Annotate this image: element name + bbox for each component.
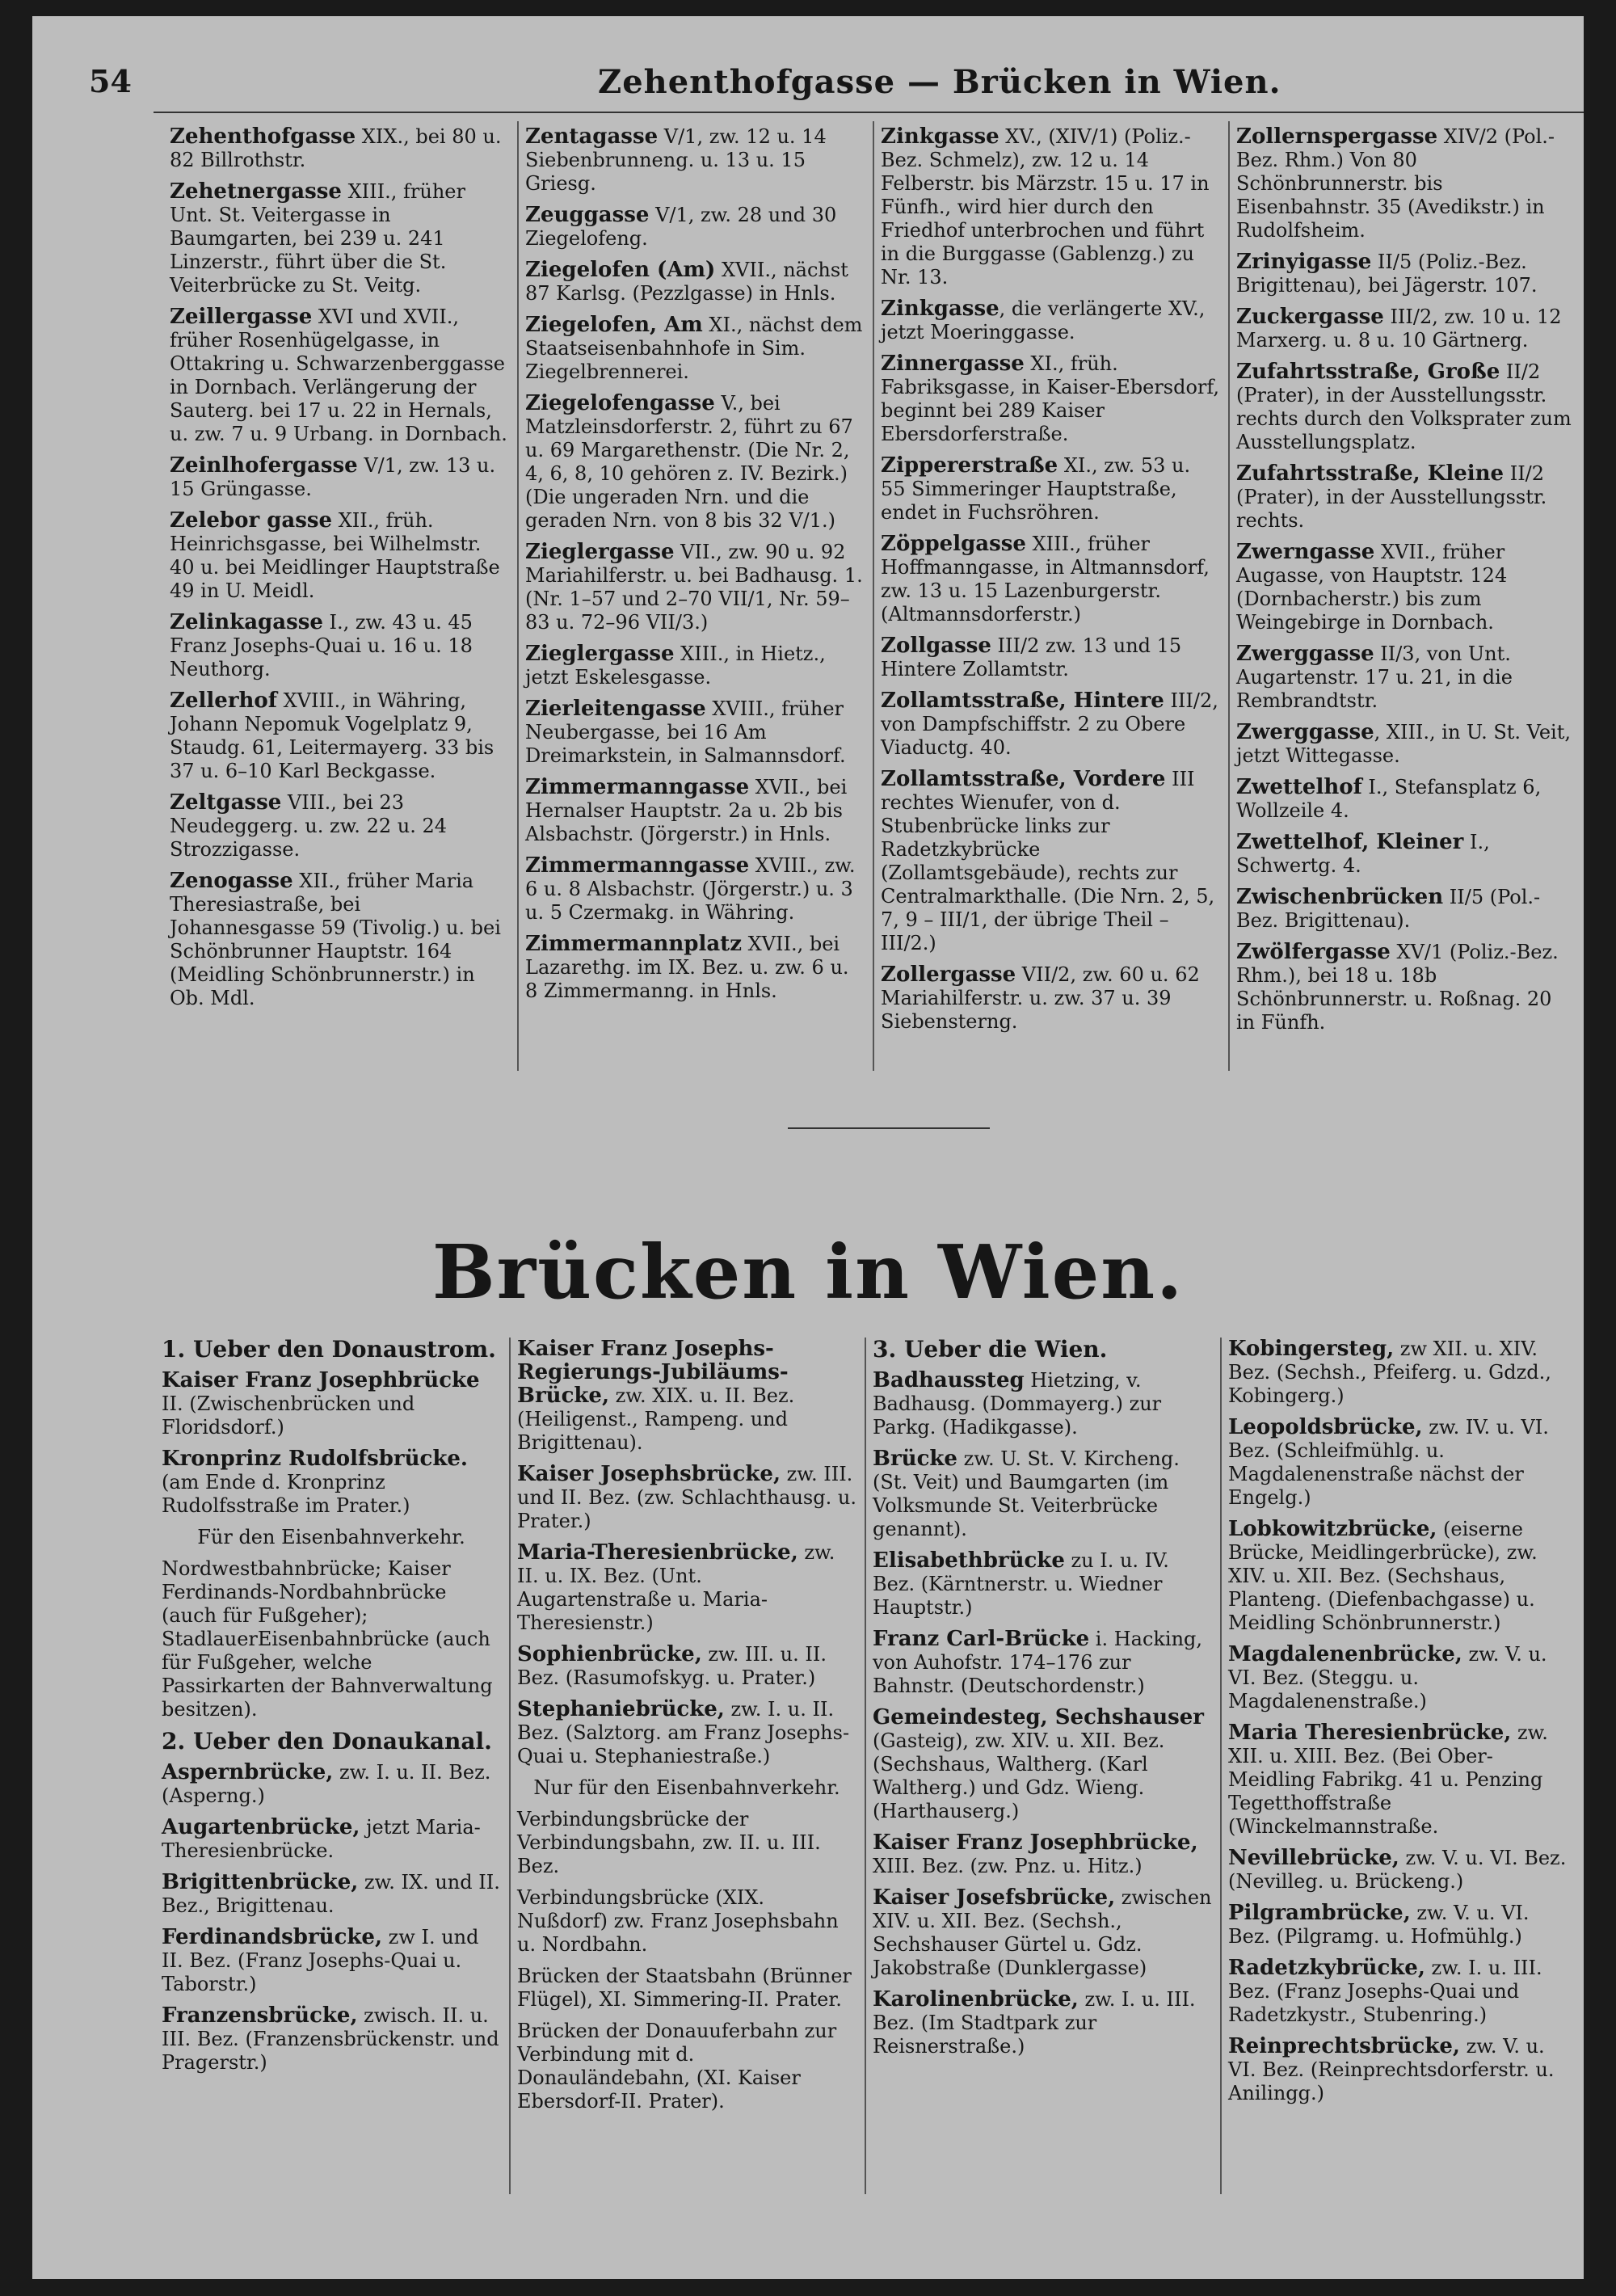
bridge-description: Verbindungsbrücke (XIX. Nußdorf) zw. Franz Josephsbahn u. Nordbahn.	[517, 1886, 839, 1956]
bridge-entry	[517, 1965, 856, 2012]
street-entry	[881, 352, 1220, 446]
street-name: Zeltgasse	[170, 790, 282, 815]
bridge-entry	[873, 1706, 1212, 1823]
street-name: Zöppelgasse	[881, 532, 1026, 556]
bridge-description: zwischen XIV. u. XII. Bez. (Sechsh., Sechshauser Gürtel u. Gdz. Jakobstraße (Dunklergasse)	[873, 1886, 1212, 1979]
bridge-entry	[162, 1447, 501, 1518]
bridge-entry	[873, 1628, 1212, 1698]
street-column	[1236, 125, 1576, 1043]
bridge-entry	[873, 1886, 1212, 1980]
street-description: I., zw. 43 u. 45 Franz Josephs-Quai u. 16 u. 18 Neuthorg.	[170, 611, 473, 680]
street-description: XV., (XIV/1) (Poliz.-Bez. Schmelz), zw. 12 u. 14 Felberstr. bis Märzstr. 15 u. 17 in Fünfh., wird hier durch den Friedhof unterbrochen und führt in die Burggasse (Gablenzg.) zu Nr. 13.	[881, 125, 1210, 289]
street-entry	[525, 541, 865, 634]
bridge-name: Kobingersteg,	[1228, 1337, 1395, 1361]
street-name: Zuckergasse	[1236, 305, 1384, 329]
street-name: Zinkgasse	[881, 124, 999, 149]
street-name: Zwischenbrücken	[1236, 885, 1444, 909]
bridge-entry	[517, 1886, 856, 1957]
bridge-entry	[162, 1926, 501, 1996]
street-entry	[525, 854, 865, 925]
street-name: Zehetnergasse	[170, 179, 342, 204]
bridge-entry	[162, 1369, 501, 1439]
bridge-entry	[1228, 2035, 1568, 2105]
street-description: XIII., früher Unt. St. Veitergasse in Baumgarten, bei 239 u. 241 Linzerstr., führt über die St. Veiterbrücke zu St. Veitg.	[170, 180, 465, 297]
bridge-name: Stephaniebrücke,	[517, 1697, 725, 1721]
bridge-description: zw. IV. u. VI. Bez. (Schleifmühlg. u. Magdalenenstraße nächst der Engelg.)	[1228, 1416, 1549, 1509]
bridge-description: i. Hacking, von Auhofstr. 174–176 zur Bahnstr. (Deutschordenstr.)	[873, 1628, 1203, 1697]
street-entry	[1236, 721, 1576, 768]
bridges-column	[162, 1338, 501, 2083]
bridge-description: jetzt Maria-Theresienbrücke.	[162, 1816, 481, 1862]
street-name: Zinkgasse	[881, 297, 999, 321]
street-entry	[1236, 941, 1576, 1034]
bridge-entry	[1228, 1721, 1568, 1839]
bridge-entry	[873, 1549, 1212, 1620]
bridge-subsection-heading: Für den Eisenbahnverkehr.	[197, 1526, 465, 1548]
bridge-description: zw XII. u. XIV. Bez. (Sechsh., Pfeiferg. u. Gdzd., Kobingerg.)	[1228, 1338, 1551, 1407]
bridge-name: Maria Theresienbrücke,	[1228, 1721, 1512, 1745]
bridge-entry	[1228, 1902, 1568, 1948]
street-name: Zeillergasse	[170, 305, 313, 329]
bridge-description: zw. V. u. VI. Bez. (Steggu. u. Magdalenenstraße.)	[1228, 1643, 1547, 1713]
bridge-name: Kaiser Franz Josephbrücke,	[873, 1830, 1198, 1855]
bridges-column	[873, 1338, 1212, 2066]
street-entry	[170, 509, 509, 603]
street-description: II/5 (Pol.-Bez. Brigittenau).	[1236, 886, 1541, 932]
bridge-description: Hietzing, v. Badhausg. (Dommayerg.) zur Parkg. (Hadikgasse).	[873, 1369, 1162, 1439]
bridge-entry	[162, 2004, 501, 2075]
bridge-entry	[517, 2020, 856, 2113]
bridge-name: Kaiser Franz Josephbrücke	[162, 1368, 480, 1392]
street-entry	[881, 634, 1220, 681]
bridge-entry	[162, 1761, 501, 1808]
bridge-entry	[1228, 1416, 1568, 1510]
street-index	[170, 125, 1584, 1071]
street-description: V/1, zw. 13 u. 15 Grüngasse.	[170, 454, 496, 500]
bridge-entry	[162, 1557, 501, 1721]
street-name: Zollamtsstraße, Hintere	[881, 689, 1164, 713]
bridge-name: Brigittenbrücke,	[162, 1870, 359, 1894]
street-description: I., Schwertg. 4.	[1236, 831, 1490, 877]
bridge-entry	[517, 1541, 856, 1635]
bridge-description: zw. I. u. III. Bez. (Im Stadtpark zur Reisnerstraße.)	[873, 1988, 1196, 2058]
bridge-entry	[517, 1338, 856, 1455]
bridge-description: zw I. und II. Bez. (Franz Josephs-Quai u. Taborstr.)	[162, 1926, 479, 1995]
bridge-description: zw. XIX. u. II. Bez. (Heiligenst., Rampeng. und Brigittenau).	[517, 1384, 795, 1454]
bridge-name: Aspernbrücke,	[162, 1760, 334, 1784]
bridge-description: Brücken der Donauuferbahn zur Verbindung mit d. Donauländebahn, (XI. Kaiser Ebersdorf-II. Prater).	[517, 2020, 837, 2113]
bridges-title: Brücken in Wien.	[431, 1228, 1185, 1316]
bridge-description: zw. III. u. II. Bez. (Rasumofskyg. u. Prater.)	[517, 1643, 827, 1689]
bridge-description: zwisch. II. u. III. Bez. (Franzensbrückenstr. und Pragerstr.)	[162, 2004, 499, 2074]
street-name: Zwerngasse	[1236, 540, 1375, 564]
street-name: Zeuggasse	[525, 203, 650, 227]
bridge-entry	[873, 1447, 1212, 1541]
street-name: Zwettelhof	[1236, 775, 1362, 799]
street-description: III/2 zw. 13 und 15 Hintere Zollamtstr.	[881, 634, 1182, 680]
street-entry	[170, 870, 509, 1010]
bridge-description: zw. V. u. VI. Bez. (Nevilleg. u. Brückeng.)	[1228, 1847, 1567, 1893]
street-description: XII., früh. Heinrichsgasse, bei Wilhelmstr. 40 u. bei Meidlinger Hauptstraße 49 in U. Meidl.	[170, 509, 500, 602]
street-name: Zwerggasse	[1236, 720, 1374, 744]
street-description: XV/1 (Poliz.-Bez. Rhm.), bei 18 u. 18b Schönbrunnerstr. u. Roßnag. 20 in Fünfh.	[1236, 941, 1559, 1034]
street-entry	[525, 933, 865, 1003]
bridge-entry	[517, 1643, 856, 1690]
street-entry	[525, 776, 865, 846]
bridge-description: (eiserne Brücke, Meidlingerbrücke), zw. XIV. u. XII. Bez. (Sechshaus, Planteng. (Diefenbachgasse) u. Meidling Schönbrunnerstr.)	[1228, 1518, 1538, 1634]
bridge-description: Brücken der Staatsbahn (Brünner Flügel), XI. Simmering-II. Prater.	[517, 1965, 852, 2011]
street-description: XVI und XVII., früher Rosenhügelgasse, in Ottakring u. Schwarzenberggasse in Dornbach. Verlängerung der Sauterg. bei 17 u. 22 in Hernals, u. zw. 7 u. 9 Urbang. in Dornbach.	[170, 305, 507, 445]
bridge-description: Verbindungsbrücke der Verbindungsbahn, zw. II. u. III. Bez.	[517, 1808, 821, 1877]
bridge-entry	[517, 1698, 856, 1768]
street-column	[881, 125, 1220, 1042]
street-entry	[170, 611, 509, 681]
bridge-name: Magdalenenbrücke,	[1228, 1642, 1462, 1666]
bridge-name: Franzensbrücke,	[162, 2003, 358, 2028]
street-description: XVII., bei Lazarethg. im IX. Bez. u. zw. 6 u. 8 Zimmermanng. in Hnls.	[525, 933, 849, 1002]
bridge-description: zu I. u. IV. Bez. (Kärntnerstr. u. Wiedner Hauptstr.)	[873, 1549, 1169, 1619]
bridge-name: Leopoldsbrücke,	[1228, 1415, 1423, 1439]
bridges-index	[154, 1338, 1584, 2210]
street-description: VII., zw. 90 u. 92 Mariahilferstr. u. bei Badhausg. 1. (Nr. 1–57 und 2–70 VII/1, Nr. 59–83 u. 72–96 VII/3.)	[525, 541, 863, 634]
section-divider	[788, 1127, 990, 1129]
street-entry	[881, 533, 1220, 626]
bridge-name: Augartenbrücke,	[162, 1815, 360, 1839]
street-description: II/2 (Prater), in der Ausstellungsstr. rechts.	[1236, 462, 1547, 532]
street-name: Zufahrtsstraße, Große	[1236, 360, 1500, 384]
street-description: V/1, zw. 28 und 30 Ziegelofeng.	[525, 204, 837, 250]
bridge-name: Radetzkybrücke,	[1228, 1956, 1425, 1980]
street-name: Zinnergasse	[881, 352, 1025, 376]
bridge-description: zw. IX. und II. Bez., Brigittenau.	[162, 1871, 500, 1917]
street-description: III/2, zw. 10 u. 12 Marxerg. u. 8 u. 10 Gärtnerg.	[1236, 305, 1562, 352]
bridge-description: zw. III. und II. Bez. (zw. Schlachthausg. u. Prater.)	[517, 1463, 856, 1532]
bridge-name: Maria-Theresienbrücke,	[517, 1540, 798, 1565]
street-description: VIII., bei 23 Neudeggerg. u. zw. 22 u. 24 Strozzigasse.	[170, 791, 447, 861]
bridge-section-heading: 3. Ueber die Wien.	[873, 1336, 1108, 1363]
book-page	[32, 16, 1584, 2279]
street-entry	[881, 689, 1220, 760]
street-entry	[1236, 541, 1576, 634]
street-name: Zeinlhofergasse	[170, 453, 358, 478]
street-name: Zollgasse	[881, 634, 991, 658]
street-column	[525, 125, 865, 1011]
bridge-description: zw. I. u. II. Bez. (Asperng.)	[162, 1761, 491, 1807]
page-number: 54	[89, 63, 132, 99]
bridge-description: II. (Zwischenbrücken und Floridsdorf.)	[162, 1392, 415, 1439]
street-description: XVII., bei Hernalser Hauptstr. 2a u. 2b bis Alsbachstr. (Jörgerstr.) in Hnls.	[525, 776, 848, 845]
street-name: Zentagasse	[525, 124, 659, 149]
bridge-name: Nevillebrücke,	[1228, 1846, 1399, 1870]
bridge-name: Ferdinandsbrücke,	[162, 1925, 383, 1949]
street-description: XI., früh. Fabriksgasse, in Kaiser-Ebersdorf, beginnt bei 289 Kaiser Ebersdorferstraße.	[881, 352, 1220, 445]
street-description: XIII., früher Hoffmanngasse, in Altmannsdorf, zw. 13 u. 15 Lazenburgerstr. (Altmannsdorferstr.)	[881, 533, 1210, 626]
street-name: Zrinyigasse	[1236, 250, 1372, 274]
street-entry	[881, 297, 1220, 344]
street-entry	[1236, 125, 1576, 242]
bridge-name: Brücke	[873, 1447, 957, 1471]
bridge-name: Elisabethbrücke	[873, 1548, 1065, 1573]
bridge-entry	[162, 1816, 501, 1863]
street-description: , XIII., in U. St. Veit, jetzt Wittegasse.	[1236, 721, 1571, 767]
street-entry	[1236, 886, 1576, 933]
street-entry	[170, 454, 509, 501]
street-description: XVIII., zw. 6 u. 8 Alsbachstr. (Jörgerstr.) u. 3 u. 5 Czermakg. in Währing.	[525, 854, 856, 924]
bridge-name: Kaiser Josefsbrücke,	[873, 1885, 1116, 1910]
bridge-section-heading: 2. Ueber den Donaukanal.	[162, 1728, 492, 1755]
street-entry	[525, 259, 865, 305]
bridge-entry	[873, 1988, 1212, 2058]
street-entry	[1236, 251, 1576, 297]
bridge-name: Badhaussteg	[873, 1368, 1025, 1392]
street-name: Zollamtsstraße, Vordere	[881, 767, 1166, 791]
street-description: VII/2, zw. 60 u. 62 Mariahilferstr. u. zw. 37 u. 39 Siebensterng.	[881, 963, 1200, 1033]
street-description: XIII., in Hietz., jetzt Eskelesgasse.	[525, 642, 826, 689]
street-entry	[170, 180, 509, 297]
street-entry	[525, 125, 865, 196]
street-name: Zippererstraße	[881, 453, 1058, 478]
street-entry	[525, 697, 865, 768]
street-entry	[881, 768, 1220, 955]
street-name: Zenogasse	[170, 869, 293, 893]
bridge-description: (Gasteig), zw. XIV. u. XII. Bez. (Sechshaus, Waltherg. (Karl Waltherg.) und Gdz. Wieng. (Harthauserg.)	[873, 1729, 1165, 1822]
street-column	[170, 125, 509, 1018]
street-entry	[170, 125, 509, 172]
street-name: Zimmermanngasse	[525, 775, 750, 799]
bridge-name: Kronprinz Rudolfsbrücke.	[162, 1447, 468, 1471]
street-description: III rechtes Wienufer, von d. Stubenbrücke links zur Radetzkybrücke (Zollamtsgebäude), rechts zur Centralmarkthalle. (Die Nrn. 2, 5, 7, 9 – III/1, der übrige Theil – III/2.)	[881, 768, 1215, 954]
street-name: Zellerhof	[170, 689, 277, 713]
bridge-name: Reinprechtsbrücke,	[1228, 2034, 1460, 2058]
street-entry	[170, 689, 509, 783]
bridge-entry	[873, 1369, 1212, 1439]
street-description: XVII., nächst 87 Karlsg. (Pezzlgasse) in Hnls.	[525, 259, 848, 305]
street-entry	[525, 392, 865, 533]
bridge-name: Kaiser Franz Josephs-Regierungs-Jubiläums-Brücke,	[517, 1337, 789, 1408]
bridge-entry	[1228, 1518, 1568, 1635]
street-entry	[525, 642, 865, 689]
street-entry	[1236, 305, 1576, 352]
street-description: XVII., früher Augasse, von Hauptstr. 124 (Dornbacherstr.) bis zum Weingebirge in Dornbach.	[1236, 541, 1508, 634]
street-entry	[525, 314, 865, 384]
bridge-description: zw. XII. u. XIII. Bez. (Bei Ober-Meidling Fabrikg. 41 u. Penzing Tegetthoffstraße (Winckelmannstraße.	[1228, 1721, 1548, 1838]
street-name: Zieglergasse	[525, 642, 675, 666]
bridge-name: Sophienbrücke,	[517, 1642, 702, 1666]
street-description: XI., zw. 53 u. 55 Simmeringer Hauptstraße, endet in Fuchsröhren.	[881, 454, 1191, 524]
bridge-entry	[1228, 1847, 1568, 1894]
street-name: Zehenthofgasse	[170, 124, 356, 149]
bridge-entry	[517, 1463, 856, 1533]
header-rule	[154, 112, 1584, 113]
street-description: XII., früher Maria Theresiastraße, bei Johannesgasse 59 (Tivolig.) u. bei Schönbrunner Hauptstr. 164 (Meidling Schönbrunnerstr.) in Ob. Mdl.	[170, 870, 501, 1009]
street-name: Zwölfergasse	[1236, 940, 1391, 964]
bridge-entry	[162, 1871, 501, 1918]
bridge-entry	[1228, 1338, 1568, 1408]
bridge-description: (am Ende d. Kronprinz Rudolfsstraße im Prater.)	[162, 1471, 410, 1517]
bridge-description: zw. V. u. VI. Bez. (Pilgramg. u. Hofmühlg.)	[1228, 1902, 1530, 1948]
bridges-column	[1228, 1338, 1568, 2113]
street-entry	[525, 204, 865, 251]
bridge-entry	[517, 1808, 856, 1878]
street-name: Zollergasse	[881, 963, 1016, 987]
street-entry	[1236, 642, 1576, 713]
street-description: II/2 (Prater), in der Ausstellungsstr. rechts durch den Volksprater zum Ausstellungsplatz.	[1236, 360, 1572, 453]
street-name: Ziegelofengasse	[525, 391, 715, 415]
street-description: XVIII., früher Neubergasse, bei 16 Am Dreimarkstein, in Salmannsdorf.	[525, 697, 846, 767]
bridge-entry	[873, 1831, 1212, 1878]
street-name: Zelebor gasse	[170, 508, 333, 533]
street-name: Ziegelofen, Am	[525, 313, 703, 337]
street-name: Zelinkagasse	[170, 610, 323, 634]
street-name: Zollernspergasse	[1236, 124, 1438, 149]
street-description: XIX., bei 80 u. 82 Billrothstr.	[170, 125, 502, 171]
running-title: Zehenthofgasse — Brücken in Wien.	[598, 63, 1281, 101]
bridge-name: Kaiser Josephsbrücke,	[517, 1462, 781, 1486]
street-description: V/1, zw. 12 u. 14 Siebenbrunneng. u. 13 u. 15 Griesg.	[525, 125, 827, 195]
street-entry	[1236, 776, 1576, 823]
bridge-description: zw. I. u. II. Bez. (Salztorg. am Franz Josephs-Quai u. Stephaniestraße.)	[517, 1698, 850, 1767]
street-entry	[881, 125, 1220, 289]
bridge-description: Nordwestbahnbrücke; Kaiser Ferdinands-Nordbahnbrücke (auch für Fußgeher); StadlauerEisenbahnbrücke (auch für Fußgeher, welche Passirkarten der Bahnverwaltung besitzen).	[162, 1557, 493, 1721]
street-entry	[170, 791, 509, 862]
street-name: Ziegelofen (Am)	[525, 258, 716, 282]
street-description: XVIII., in Währing, Johann Nepomuk Vogelplatz 9, Staudg. 61, Leitermayerg. 33 bis 37 u. 6–10 Karl Beckgasse.	[170, 689, 494, 782]
bridge-description: zw. I. u. III. Bez. (Franz Josephs-Quai und Radetzkystr., Stubenring.)	[1228, 1957, 1542, 2026]
bridge-description: XIII. Bez. (zw. Pnz. u. Hitz.)	[873, 1855, 1143, 1877]
bridge-name: Gemeindesteg, Sechshauser	[873, 1705, 1204, 1729]
street-description: , die verlängerte XV., jetzt Moeringgasse.	[881, 297, 1206, 343]
street-description: II/5 (Poliz.-Bez. Brigittenau), bei Jägerstr. 107.	[1236, 251, 1538, 297]
street-description: XIV/2 (Pol.-Bez. Rhm.) Von 80 Schönbrunnerstr. bis Eisenbahnstr. 35 (Avedikstr.) in Rudolfsheim.	[1236, 125, 1555, 242]
street-entry	[881, 963, 1220, 1034]
street-name: Zieglergasse	[525, 540, 675, 564]
street-name: Zimmermanngasse	[525, 853, 750, 878]
street-entry	[1236, 462, 1576, 533]
street-description: XI., nächst dem Staatseisenbahnhofe in Sim. Ziegelbrennerei.	[525, 314, 863, 383]
street-name: Zwerggasse	[1236, 642, 1374, 666]
street-name: Zufahrtsstraße, Kleine	[1236, 461, 1504, 486]
street-entry	[170, 305, 509, 446]
street-name: Zierleitengasse	[525, 697, 706, 721]
street-entry	[881, 454, 1220, 524]
street-description: III/2, von Dampfschiffstr. 2 zu Obere Viaductg. 40.	[881, 689, 1218, 759]
bridge-description: zw. II. u. IX. Bez. (Unt. Augartenstraße u. Maria-Theresienstr.)	[517, 1541, 835, 1634]
bridge-name: Pilgrambrücke,	[1228, 1901, 1411, 1925]
bridge-description: zw. U. St. V. Kircheng. (St. Veit) und Baumgarten (im Volksmunde St. Veiterbrücke genannt).	[873, 1447, 1180, 1540]
street-description: II/3, von Unt. Augartenstr. 17 u. 21, in die Rembrandtstr.	[1236, 642, 1513, 712]
bridges-column	[517, 1338, 856, 2121]
street-name: Zimmermannplatz	[525, 932, 742, 956]
bridge-entry	[1228, 1957, 1568, 2027]
bridge-name: Lobkowitzbrücke,	[1228, 1517, 1437, 1541]
bridge-description: zw. V. u. VI. Bez. (Reinprechtsdorferstr. u. Anilingg.)	[1228, 2035, 1555, 2104]
street-entry	[1236, 831, 1576, 878]
bridge-name: Franz Carl-Brücke	[873, 1627, 1090, 1651]
street-description: I., Stefansplatz 6, Wollzeile 4.	[1236, 776, 1542, 822]
bridge-subsection-heading: Nur für den Eisenbahnverkehr.	[533, 1776, 840, 1799]
street-description: V., bei Matzleinsdorferstr. 2, führt zu 67 u. 69 Margarethenstr. (Die Nr. 2, 4, 6, 8, 10 gehören z. IV. Bezirk.) (Die ungeraden Nrn. und die geraden Nrn. von 8 bis 32 V/1.)	[525, 392, 853, 532]
bridge-section-heading: 1. Ueber den Donaustrom.	[162, 1336, 496, 1363]
bridge-name: Karolinenbrücke,	[873, 1987, 1079, 2012]
bridge-entry	[1228, 1643, 1568, 1713]
street-name: Zwettelhof, Kleiner	[1236, 830, 1464, 854]
street-entry	[1236, 360, 1576, 454]
